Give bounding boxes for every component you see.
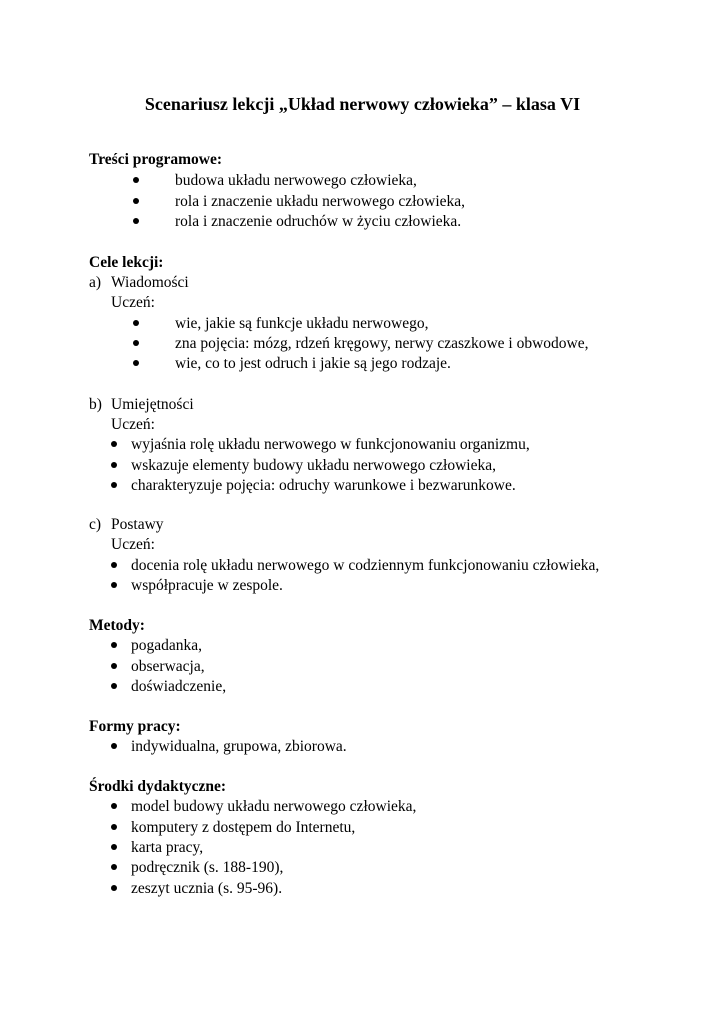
section-heading-cele: Cele lekcji: [89, 254, 164, 271]
list-item: indywidualna, grupowa, zbiorowa. [111, 737, 117, 757]
bullet-icon [111, 864, 117, 870]
bullet-icon [111, 482, 117, 488]
bullet-icon [111, 885, 117, 891]
subsection-title-c: Postawy [111, 516, 164, 533]
bullet-icon [133, 340, 139, 346]
subsection-subject-b: Uczeń: [111, 416, 155, 433]
list-item: komputery z dostępem do Internetu, [111, 818, 117, 838]
bullet-icon [111, 582, 117, 588]
bullet-icon [133, 198, 139, 204]
bullet-icon [133, 218, 139, 224]
list-item: wskazuje elementy budowy układu nerwowego człowieka, [111, 456, 117, 476]
list-item: obserwacja, [111, 657, 117, 677]
list-item: charakteryzuje pojęcia: odruchy warunkowe i bezwarunkowe. [111, 476, 117, 496]
subsection-label-a: a) Wiadomości [89, 274, 189, 291]
list-item: podręcznik (s. 188-190), [111, 858, 117, 878]
list-item: model budowy układu nerwowego człowieka, [111, 797, 117, 817]
subsection-title-a: Wiadomości [111, 274, 189, 291]
bullet-icon [111, 441, 117, 447]
list-item: wie, jakie są funkcje układu nerwowego, [133, 314, 139, 334]
bullet-icon [111, 683, 117, 689]
bullet-icon [111, 663, 117, 669]
list-item: docenia rolę układu nerwowego w codziennym funkcjonowaniu człowieka, [111, 556, 117, 576]
list-item: karta pracy, [111, 838, 117, 858]
bullet-icon [111, 462, 117, 468]
subsection-subject-c: Uczeń: [111, 536, 155, 553]
list-item: doświadczenie, [111, 677, 117, 697]
page-title: Scenariusz lekcji „Układ nerwowy człowieka” – klasa VI [144, 94, 581, 114]
bullet-icon [111, 844, 117, 850]
section-heading-tresci: Treści programowe: [89, 151, 223, 168]
list-item: zna pojęcia: mózg, rdzeń kręgowy, nerwy czaszkowe i obwodowe, [133, 334, 139, 354]
section-heading-formy: Formy pracy: [89, 718, 181, 735]
bullet-icon [111, 642, 117, 648]
subsection-subject-a: Uczeń: [111, 294, 155, 311]
bullet-icon [133, 360, 139, 366]
subsection-label-c: c) Postawy [89, 516, 164, 533]
section-heading-metody: Metody: [89, 617, 145, 634]
list-item: współpracuje w zespole. [111, 576, 117, 596]
list-item: wyjaśnia rolę układu nerwowego w funkcjonowaniu organizmu, [111, 435, 117, 455]
bullet-icon [133, 177, 139, 183]
section-heading-srodki: Środki dydaktyczne: [89, 778, 227, 795]
list-item: wie, co to jest odruch i jakie są jego rodzaje. [133, 354, 139, 374]
list-item: budowa układu nerwowego człowieka, [133, 171, 139, 191]
bullet-icon [133, 320, 139, 326]
list-item: rola i znaczenie układu nerwowego człowieka, [133, 192, 139, 212]
list-item: pogadanka, [111, 636, 117, 656]
list-item: rola i znaczenie odruchów w życiu człowieka. [133, 212, 139, 232]
bullet-icon [111, 562, 117, 568]
bullet-icon [111, 743, 117, 749]
subsection-title-b: Umiejętności [111, 396, 194, 413]
subsection-label-b: b) Umiejętności [89, 396, 194, 413]
bullet-icon [111, 824, 117, 830]
bullet-icon [111, 803, 117, 809]
list-item: zeszyt ucznia (s. 95-96). [111, 879, 117, 899]
